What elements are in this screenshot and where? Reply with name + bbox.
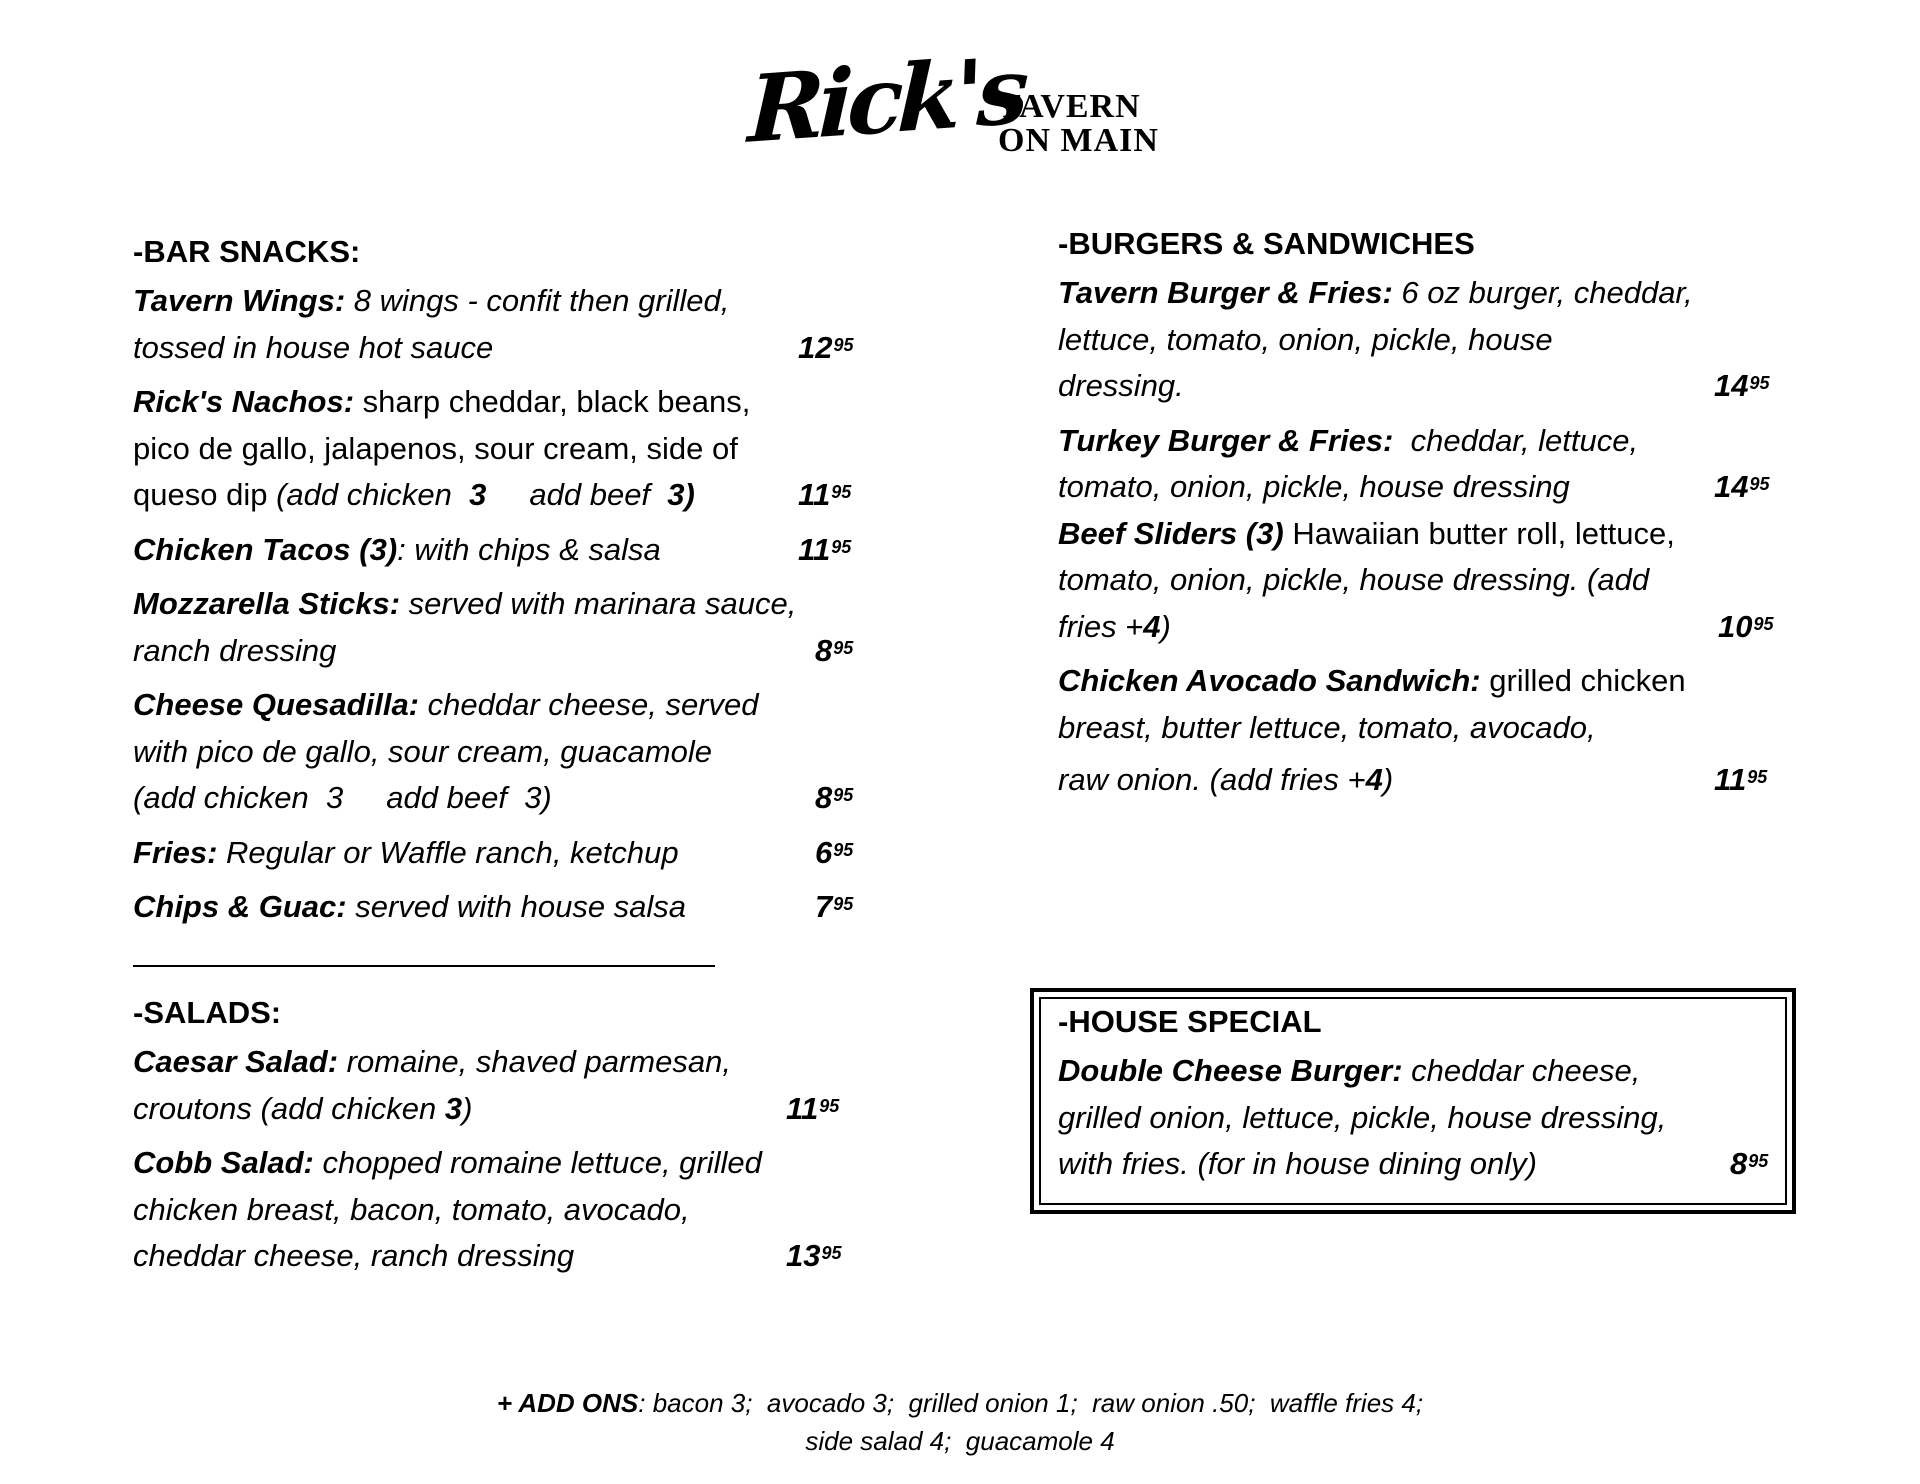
logo-words <box>998 90 1159 158</box>
item-desc: raw onion. (add fries + <box>1058 762 1366 797</box>
item-name: Beef Sliders (3) <box>1058 515 1284 551</box>
item-desc: with pico de gallo, sour cream, guacamole <box>133 733 712 769</box>
item-name: Rick's Nachos: <box>133 384 355 419</box>
item-desc: (add chicken 3 add beef 3) <box>133 780 552 815</box>
item-desc: dressing. <box>1058 368 1184 403</box>
item-name: Tavern Burger & Fries: <box>1058 275 1393 310</box>
item-desc: tossed in house hot sauce <box>133 329 494 365</box>
menu-item-tavern-burger <box>1058 270 1778 410</box>
item-desc: with fries. (for in house dining only) <box>1058 1146 1538 1181</box>
menu-item-chicken-avocado-sandwich <box>1058 658 1778 804</box>
item-desc: 8 wings - confit then grilled, <box>345 283 730 318</box>
item-name: Tavern Wings: <box>133 283 346 318</box>
salads-heading: -SALADS: <box>133 995 282 1030</box>
item-desc: 6 oz burger, cheddar, <box>1392 275 1693 310</box>
restaurant-logo <box>746 36 1198 174</box>
add-ons-line1: : bacon 3; avocado 3; grilled onion 1; raw onion .50; waffle fries 4; <box>638 1388 1424 1418</box>
burgers-section <box>1058 224 1778 812</box>
item-desc: chicken breast, bacon, tomato, avocado, <box>133 1191 690 1227</box>
item-name: Double Cheese Burger: <box>1058 1053 1403 1088</box>
item-extra-price: 3) <box>667 477 695 512</box>
item-desc: : with chips & salsa <box>397 531 661 567</box>
section-divider <box>133 965 715 967</box>
menu-item-tavern-wings <box>133 278 853 371</box>
item-desc: chopped romaine lettuce, grilled <box>313 1145 762 1180</box>
item-desc: grilled onion, lettuce, pickle, house dressing, <box>1058 1099 1667 1135</box>
add-ons-label: + ADD ONS <box>496 1388 639 1418</box>
item-extra-price: 3 <box>444 1090 463 1126</box>
item-desc: sharp cheddar, black beans, <box>354 384 751 419</box>
item-price: $11^{95}$ <box>1714 762 1768 797</box>
item-desc: cheddar cheese, <box>1402 1053 1641 1088</box>
item-desc: Hawaiian butter roll, lettuce, <box>1283 515 1675 551</box>
bar-snacks-heading: -BAR SNACKS: <box>133 234 361 269</box>
item-extra-price: 4 <box>1365 762 1383 797</box>
item-price: $14^{95}$ <box>1714 368 1770 403</box>
item-desc: cheddar, lettuce, <box>1393 422 1639 458</box>
burgers-heading: -BURGERS & SANDWICHES <box>1058 226 1475 261</box>
item-price: $13^{95}$ <box>786 1238 842 1273</box>
item-desc: served with marinara sauce, <box>400 586 797 621</box>
item-name: Mozzarella Sticks: <box>133 586 401 621</box>
add-ons-line2: side salad 4; guacamole 4 <box>805 1426 1115 1456</box>
item-desc-tail: ) <box>1160 608 1171 644</box>
item-extra: (add chicken <box>276 477 470 512</box>
item-name: Cheese Quesadilla: <box>133 687 420 722</box>
add-ons-footer <box>0 1384 1920 1460</box>
item-name: Chicken Avocado Sandwich: <box>1058 663 1481 698</box>
item-desc: queso dip <box>133 477 277 512</box>
item-extra-price: 3 <box>469 477 487 512</box>
item-desc: lettuce, tomato, onion, pickle, house <box>1058 321 1553 357</box>
item-price: $14^{95}$ <box>1714 469 1770 504</box>
logo-script: Rick's <box>746 36 1025 164</box>
menu-item-beef-sliders <box>1058 511 1778 651</box>
item-name: Fries: <box>133 834 218 870</box>
item-desc-tail: ) <box>1382 762 1394 797</box>
item-desc: Regular or Waffle ranch, ketchup <box>217 834 679 870</box>
item-extra-price: 4 <box>1143 608 1161 644</box>
item-desc: tomato, onion, pickle, house dressing. (add <box>1058 562 1650 597</box>
item-price: $12^{95}$ <box>798 329 854 365</box>
menu-item-cheese-quesadilla <box>133 682 853 822</box>
item-desc: tomato, onion, pickle, house dressing <box>1058 469 1570 504</box>
item-name: Chicken Tacos (3) <box>133 531 398 567</box>
house-special-heading: -HOUSE SPECIAL <box>1058 1004 1322 1039</box>
item-name: Cobb Salad: <box>133 1145 314 1180</box>
item-price: $7^{95}$ <box>815 889 854 924</box>
item-name: Chips & Guac: <box>133 889 347 924</box>
menu-item-ricks-nachos <box>133 379 853 519</box>
item-desc: croutons (add chicken <box>133 1090 445 1126</box>
item-desc: cheddar cheese, ranch dressing <box>133 1238 575 1273</box>
menu-item-mozzarella-sticks <box>133 581 853 674</box>
item-desc: cheddar cheese, served <box>419 687 759 722</box>
menu-item-turkey-burger <box>1058 418 1778 511</box>
item-desc: fries + <box>1058 608 1144 644</box>
item-price: $8^{95}$ <box>815 780 854 815</box>
item-desc: romaine, shaved parmesan, <box>338 1044 731 1079</box>
item-extra: add beef <box>486 477 668 512</box>
item-price: $8^{95}$ <box>1730 1146 1769 1181</box>
item-desc: served with house salsa <box>346 889 687 924</box>
house-special-section <box>1058 1002 1778 1196</box>
item-desc: breast, butter lettuce, tomato, avocado, <box>1058 709 1596 745</box>
menu-item-chips-guac <box>133 884 853 931</box>
item-price: $11^{95}$ <box>786 1090 840 1126</box>
item-desc-tail: ) <box>462 1090 473 1126</box>
item-desc: pico de gallo, jalapenos, sour cream, side of <box>133 430 738 466</box>
item-desc: grilled chicken <box>1480 663 1686 698</box>
menu-item-caesar-salad <box>133 1039 853 1132</box>
item-desc: ranch dressing <box>133 632 337 668</box>
logo-line2: ON MAIN <box>998 122 1159 159</box>
item-name: Caesar Salad: <box>133 1044 339 1079</box>
salads-section <box>133 993 853 1288</box>
bar-snacks-section <box>133 232 853 939</box>
item-price: $8^{95}$ <box>815 632 854 668</box>
menu-item-fries <box>133 830 853 877</box>
item-price: $11^{95}$ <box>798 531 852 567</box>
menu-item-cobb-salad <box>133 1140 853 1280</box>
item-price: $11^{95}$ <box>798 477 852 512</box>
item-price: $10^{95}$ <box>1718 608 1774 644</box>
menu-item-double-cheese-burger <box>1058 1048 1778 1188</box>
item-price: $6^{95}$ <box>815 834 854 870</box>
menu-item-chicken-tacos <box>133 527 853 574</box>
logo-line1: TAVERN <box>998 88 1141 125</box>
item-name: Turkey Burger & Fries: <box>1058 422 1394 458</box>
